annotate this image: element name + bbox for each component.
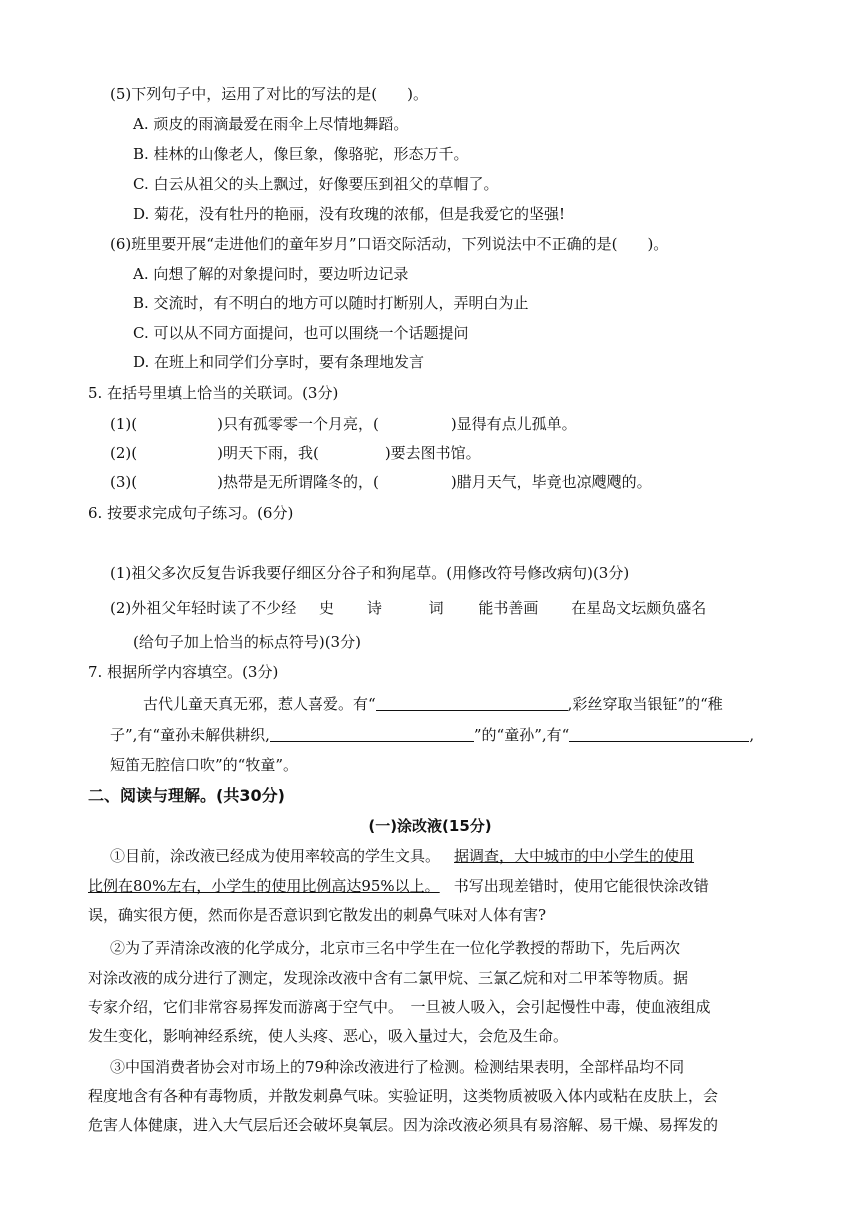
conjunction-row-2 — [110, 443, 481, 463]
conjunction-row-2-part-a: (2)( — [110, 444, 138, 462]
word: 诗 — [366, 599, 382, 617]
question-6-option-b: B. 交流时，有不明白的地方可以随时打断别人，弄明白为止 — [133, 294, 529, 312]
conjunction-row-1 — [110, 414, 577, 434]
paragraph-text: ①目前，涂改液已经成为使用率较高的学生文具。 — [110, 847, 441, 865]
word: 在星岛文坛颇负盛名 — [571, 599, 707, 617]
conjunction-row-2-part-b: )明天下雨，我( — [217, 444, 319, 462]
conjunction-row-3-part-b: )热带是无所谓隆冬的，( — [217, 473, 379, 491]
fill-text: ”的“童孙”,有“ — [473, 726, 570, 744]
conjunction-row-1-part-b: )只有孤零零一个月亮，( — [217, 415, 379, 433]
fill-blank[interactable] — [569, 726, 749, 742]
question-6-option-a: A. 向想了解的对象提问时，要边听边记录 — [133, 265, 409, 283]
fill-text: 子”,有“童孙未解供耕织, — [110, 726, 270, 744]
sentence-practice-2-note: (给句子加上恰当的标点符号)(3分) — [133, 633, 361, 651]
section-6-title: 6. 按要求完成句子练习。(6分) — [88, 504, 294, 522]
fill-blank[interactable] — [270, 726, 474, 742]
sentence-practice-2 — [110, 598, 706, 618]
paragraph-2-line-1: ②为了弄清涂改液的化学成分，北京市三名中学生在一位化学教授的帮助下，先后两次 — [110, 939, 681, 957]
question-5-option-b: B. 桂林的山像老人，像巨象，像骆驼，形态万千。 — [133, 145, 469, 163]
fill-text: , — [749, 726, 755, 744]
passage-subtitle-text: (一)涂改液(15分) — [368, 817, 492, 835]
sentence-practice-1: (1)祖父多次反复告诉我要仔细区分谷子和狗尾草。(用修改符号修改病句)(3分) — [110, 564, 630, 582]
paragraph-3-line-2: 程度地含有各种有毒物质，并散发刺鼻气味。实验证明，这类物质被吸入体内或粘在皮肤上，会 — [88, 1087, 719, 1105]
question-5-option-d: D. 菊花，没有牡丹的艳丽，没有玫瑰的浓郁，但是我爱它的坚强! — [133, 205, 566, 223]
conjunction-row-1-part-c: )显得有点儿孤单。 — [450, 415, 577, 433]
word: 能书善画 — [478, 599, 539, 617]
conjunction-row-3 — [110, 472, 652, 492]
paragraph-2-line-3: 专家介绍，它们非常容易挥发而游离于空气中。 一旦被人吸入，会引起慢性中毒，使血液组成 — [88, 998, 711, 1016]
paragraph-1-line-3: 误，确实很方便，然而你是否意识到它散发出的刺鼻气味对人体有害? — [88, 906, 547, 924]
fill-in-line-2 — [110, 725, 754, 745]
question-5-option-a: A. 顽皮的雨滴最爱在雨伞上尽情地舞蹈。 — [133, 115, 409, 133]
question-6-stem: (6)班里要开展“走进他们的童年岁月”口语交际活动，下列说法中不正确的是( )。 — [110, 235, 669, 253]
word: 词 — [428, 599, 444, 617]
word: (2)外祖父年轻时读了不少经 — [110, 599, 297, 617]
passage-subtitle — [0, 816, 860, 836]
fill-text: ,彩丝穿取当银钲”的“稚 — [567, 695, 723, 713]
underlined-text: 比例在80%左右，小学生的使用比例高达95%以上。 — [88, 877, 440, 895]
paragraph-3-line-1: ③中国消费者协会对市场上的79种涂改液进行了检测。检测结果表明，全部样品均不同 — [110, 1058, 685, 1076]
paragraph-2-line-4: 发生变化，影响神经系统，使人头疼、恶心，吸入量过大，会危及生命。 — [88, 1027, 569, 1045]
conjunction-row-3-part-a: (3)( — [110, 473, 138, 491]
fill-in-line-3: 短笛无腔信口吹”的“牧童”。 — [110, 756, 299, 774]
paragraph-3-line-3: 危害人体健康，进入大气层后还会破坏臭氧层。因为涂改液必须具有易溶解、易干燥、易挥发的 — [88, 1116, 719, 1134]
paragraph-1-line-2 — [88, 876, 709, 896]
section-7-title: 7. 根据所学内容填空。(3分) — [88, 663, 279, 681]
underlined-text: 据调查，大中城市的中小学生的使用 — [454, 847, 695, 865]
question-6-option-c: C. 可以从不同方面提问，也可以围绕一个话题提问 — [133, 324, 469, 342]
fill-in-line-1 — [143, 694, 723, 714]
fill-text: 古代儿童天真无邪，惹人喜爱。有“ — [143, 695, 376, 713]
fill-blank[interactable] — [376, 695, 568, 711]
section-5-title: 5. 在括号里填上恰当的关联词。(3分) — [88, 384, 339, 402]
part-2-title: 二、阅读与理解。(共30分) — [88, 786, 285, 805]
question-5-stem: (5)下列句子中，运用了对比的写法的是( )。 — [110, 85, 428, 103]
question-6-option-d: D. 在班上和同学们分享时，要有条理地发言 — [133, 353, 425, 371]
paragraph-text: 书写出现差错时，使用它能很快涂改错 — [453, 877, 709, 895]
conjunction-row-2-part-c: )要去图书馆。 — [384, 444, 481, 462]
conjunction-row-1-part-a: (1)( — [110, 415, 138, 433]
word: 史 — [319, 599, 335, 617]
question-5-option-c: C. 白云从祖父的头上飘过，好像要压到祖父的草帽了。 — [133, 175, 499, 193]
paragraph-2-line-2: 对涂改液的成分进行了测定，发现涂改液中含有二氯甲烷、三氯乙烷和对二甲苯等物质。据 — [88, 969, 689, 987]
paragraph-1-line-1 — [110, 846, 694, 866]
conjunction-row-3-part-c: )腊月天气，毕竟也凉飕飕的。 — [450, 473, 652, 491]
